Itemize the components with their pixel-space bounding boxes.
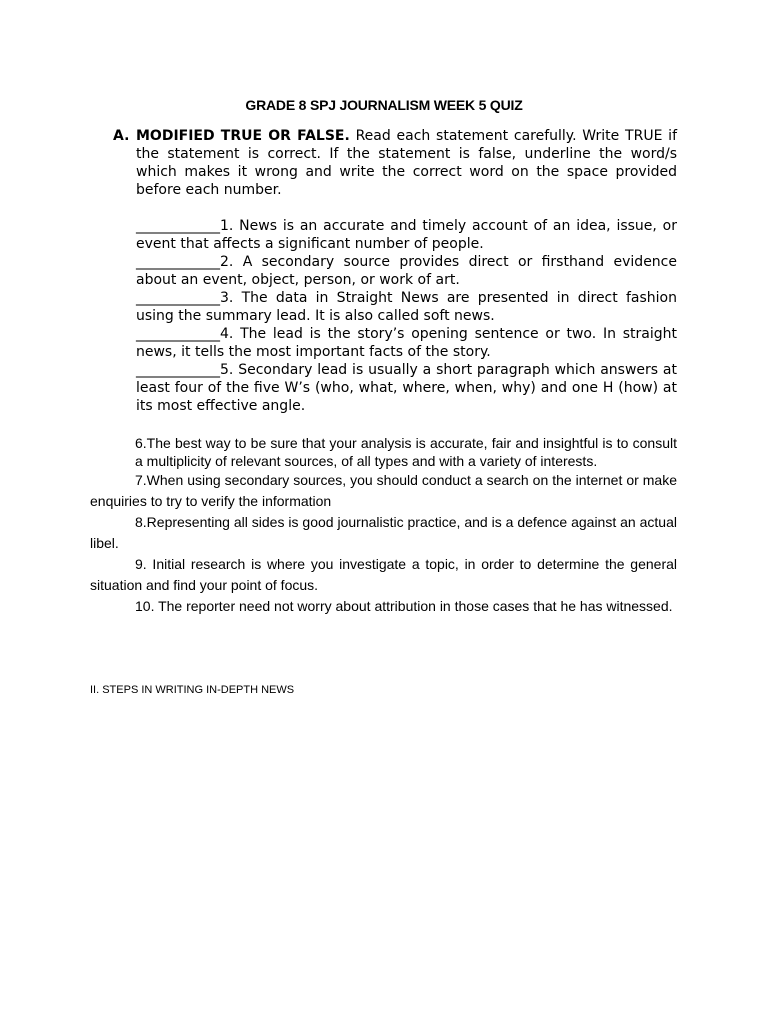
section-ii-heading: II. STEPS IN WRITING IN-DEPTH NEWS [90,684,295,696]
question-text: 4. The lead is the story’s opening sentence or two. In straight news, it tells the most important facts of the story. [136,326,677,360]
question-text: 5. Secondary lead is usually a short paragraph which answers at least four of the five W’s (who, what, where, when, why) and one H (how) at its most effective angle. [136,362,677,414]
answer-blank[interactable]: ____________ [136,254,220,270]
page-title: GRADE 8 SPJ JOURNALISM WEEK 5 QUIZ [245,97,523,113]
question-item [136,217,677,253]
question-list-continued [90,434,677,617]
section-a-instructions-text: Read each statement carefully. Write TRUE if the statement is correct. If the statement is false, underline the word/s which makes it wrong and write the correct word on the space provided before each number. [136,128,677,198]
question-item: 6.The best way to be sure that your analysis is accurate, fair and insightful is to consult a multiplicity of relevant sources, of all types and with a variety of interests. [135,435,677,469]
section-a-heading: MODIFIED TRUE OR FALSE. [136,128,350,144]
section-a [113,127,677,415]
question-text: 2. A secondary source provides direct or firsthand evidence about an event, object, person, or work of art. [136,254,677,288]
section-a-instructions [136,127,677,199]
question-item: 10. The reporter need not worry about attribution in those cases that he has witnessed. [135,598,673,614]
answer-blank[interactable]: ____________ [136,218,220,234]
question-item: 7.When using secondary sources, you should conduct a search on the internet or make enquiries to try to verify the information [90,472,677,509]
question-item [136,253,677,289]
question-item: 9. Initial research is where you investigate a topic, in order to determine the general situation and find your point of focus. [90,556,677,593]
answer-blank[interactable]: ____________ [136,362,220,378]
answer-blank[interactable]: ____________ [136,326,220,342]
question-item [136,289,677,325]
question-item [136,361,677,415]
answer-blank[interactable]: ____________ [136,290,220,306]
question-item [136,325,677,361]
section-a-body [136,127,677,415]
section-a-marker: A. [113,128,130,144]
question-text: 1. News is an accurate and timely account of an idea, issue, or event that affects a significant number of people. [136,218,677,252]
question-item: 8.Representing all sides is good journalistic practice, and is a defence against an actual libel. [90,514,677,551]
question-text: 3. The data in Straight News are presented in direct fashion using the summary lead. It is also called soft news. [136,290,677,324]
